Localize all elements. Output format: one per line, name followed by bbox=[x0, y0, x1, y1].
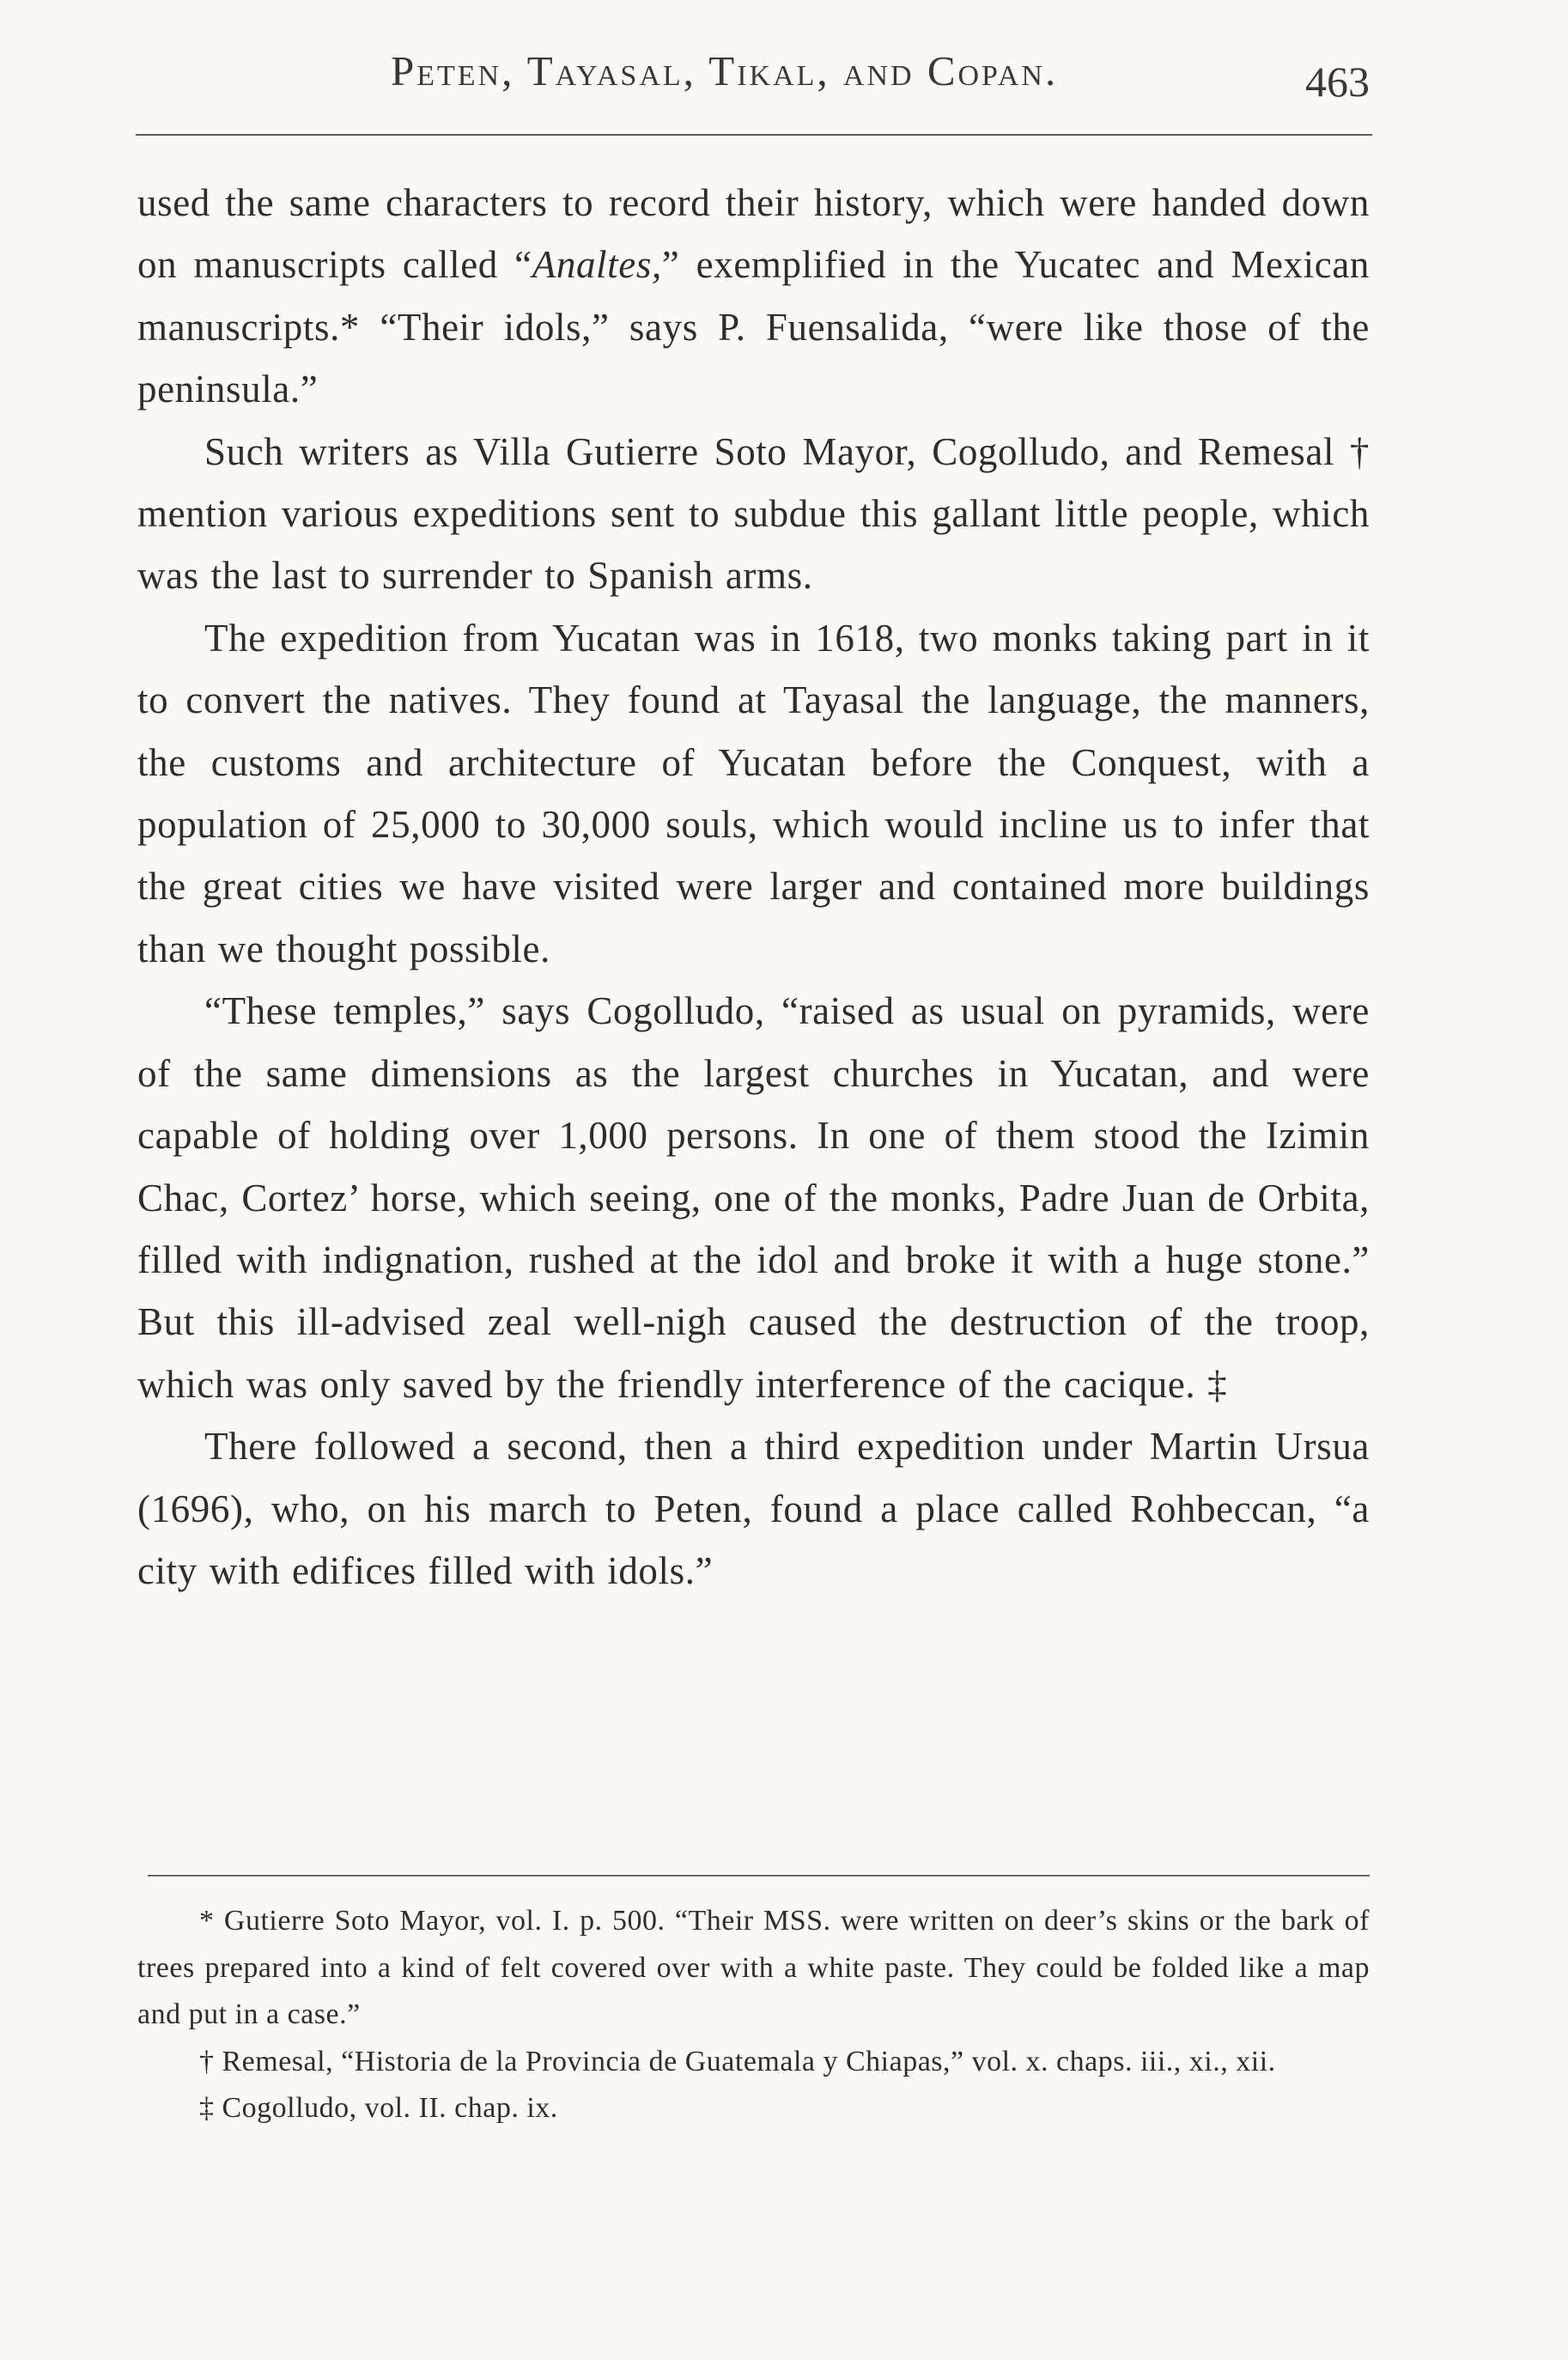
body-text bbox=[137, 172, 1370, 1602]
paragraph-3: The expedition from Yucatan was in 1618, two monks taking part in it to convert the natives. They found at Tayasal the language, the manners, the customs and architecture of Yucatan before the Conquest, with a population of 25,000 to 30,000 souls, which would incline us to infer that the great cities we have visited were larger and contained more buildings than we thought possible. bbox=[137, 616, 1370, 970]
footnote-1: * Gutierre Soto Mayor, vol. I. p. 500. “Their MSS. were written on deer’s skins or the bark of trees prepared into a kind of felt covered over with a white paste. They could be folded like a map and put in a case.” bbox=[137, 1905, 1370, 2030]
footnote-rule bbox=[148, 1875, 1370, 1876]
header-rule bbox=[136, 134, 1372, 136]
page-number: 463 bbox=[1305, 58, 1370, 106]
footnotes bbox=[137, 1898, 1370, 2132]
paragraph-2: Such writers as Villa Gutierre Soto Mayor, Cogolludo, and Remesal † mention various expeditions sent to subdue this gallant little people, which was the last to surrender to Spanish arms. bbox=[137, 429, 1370, 598]
footnote-3: ‡ Cogolludo, vol. II. chap. ix. bbox=[199, 2092, 558, 2124]
paragraph-1-after: ” exemplified in the Yucatec and Mexican manuscripts.* “Their idols,” says P. Fuensalida, “were like those of the peninsula.” bbox=[137, 243, 1370, 411]
running-head bbox=[0, 46, 1568, 115]
paragraph-4: “These temples,” says Cogolludo, “raised as usual on pyramids, were of the same dimensions as the largest churches in Yucatan, and were capable of holding over 1,000 persons. In one of them stood the Izimin Chac, Cortez’ horse, which seeing, one of the monks, Padre Juan de Orbita, filled with indignation, rushed at the idol and broke it with a huge stone.” But this ill-advised zeal well-nigh caused the destruction of the troop, which was only saved by the friendly interference of the cacique. ‡ bbox=[137, 989, 1370, 1406]
running-head-title: Peten, Tayasal, Tikal, and Copan. bbox=[391, 47, 1059, 94]
footnote-2: † Remesal, “Historia de la Provincia de Guatemala y Chiapas,” vol. x. chaps. iii., xi., xii. bbox=[199, 2045, 1276, 2077]
paragraph-1-before: used the same characters to record their history, which were handed down on manuscripts called “ bbox=[137, 181, 1370, 287]
paragraph-5: There followed a second, then a third expedition under Martin Ursua (1696), who, on his march to Peten, found a place called Rohbeccan, “a city with edifices filled with idols.” bbox=[137, 1425, 1370, 1592]
paragraph-1-italic-word: Analtes, bbox=[532, 243, 662, 287]
paragraph-1 bbox=[137, 172, 1370, 421]
